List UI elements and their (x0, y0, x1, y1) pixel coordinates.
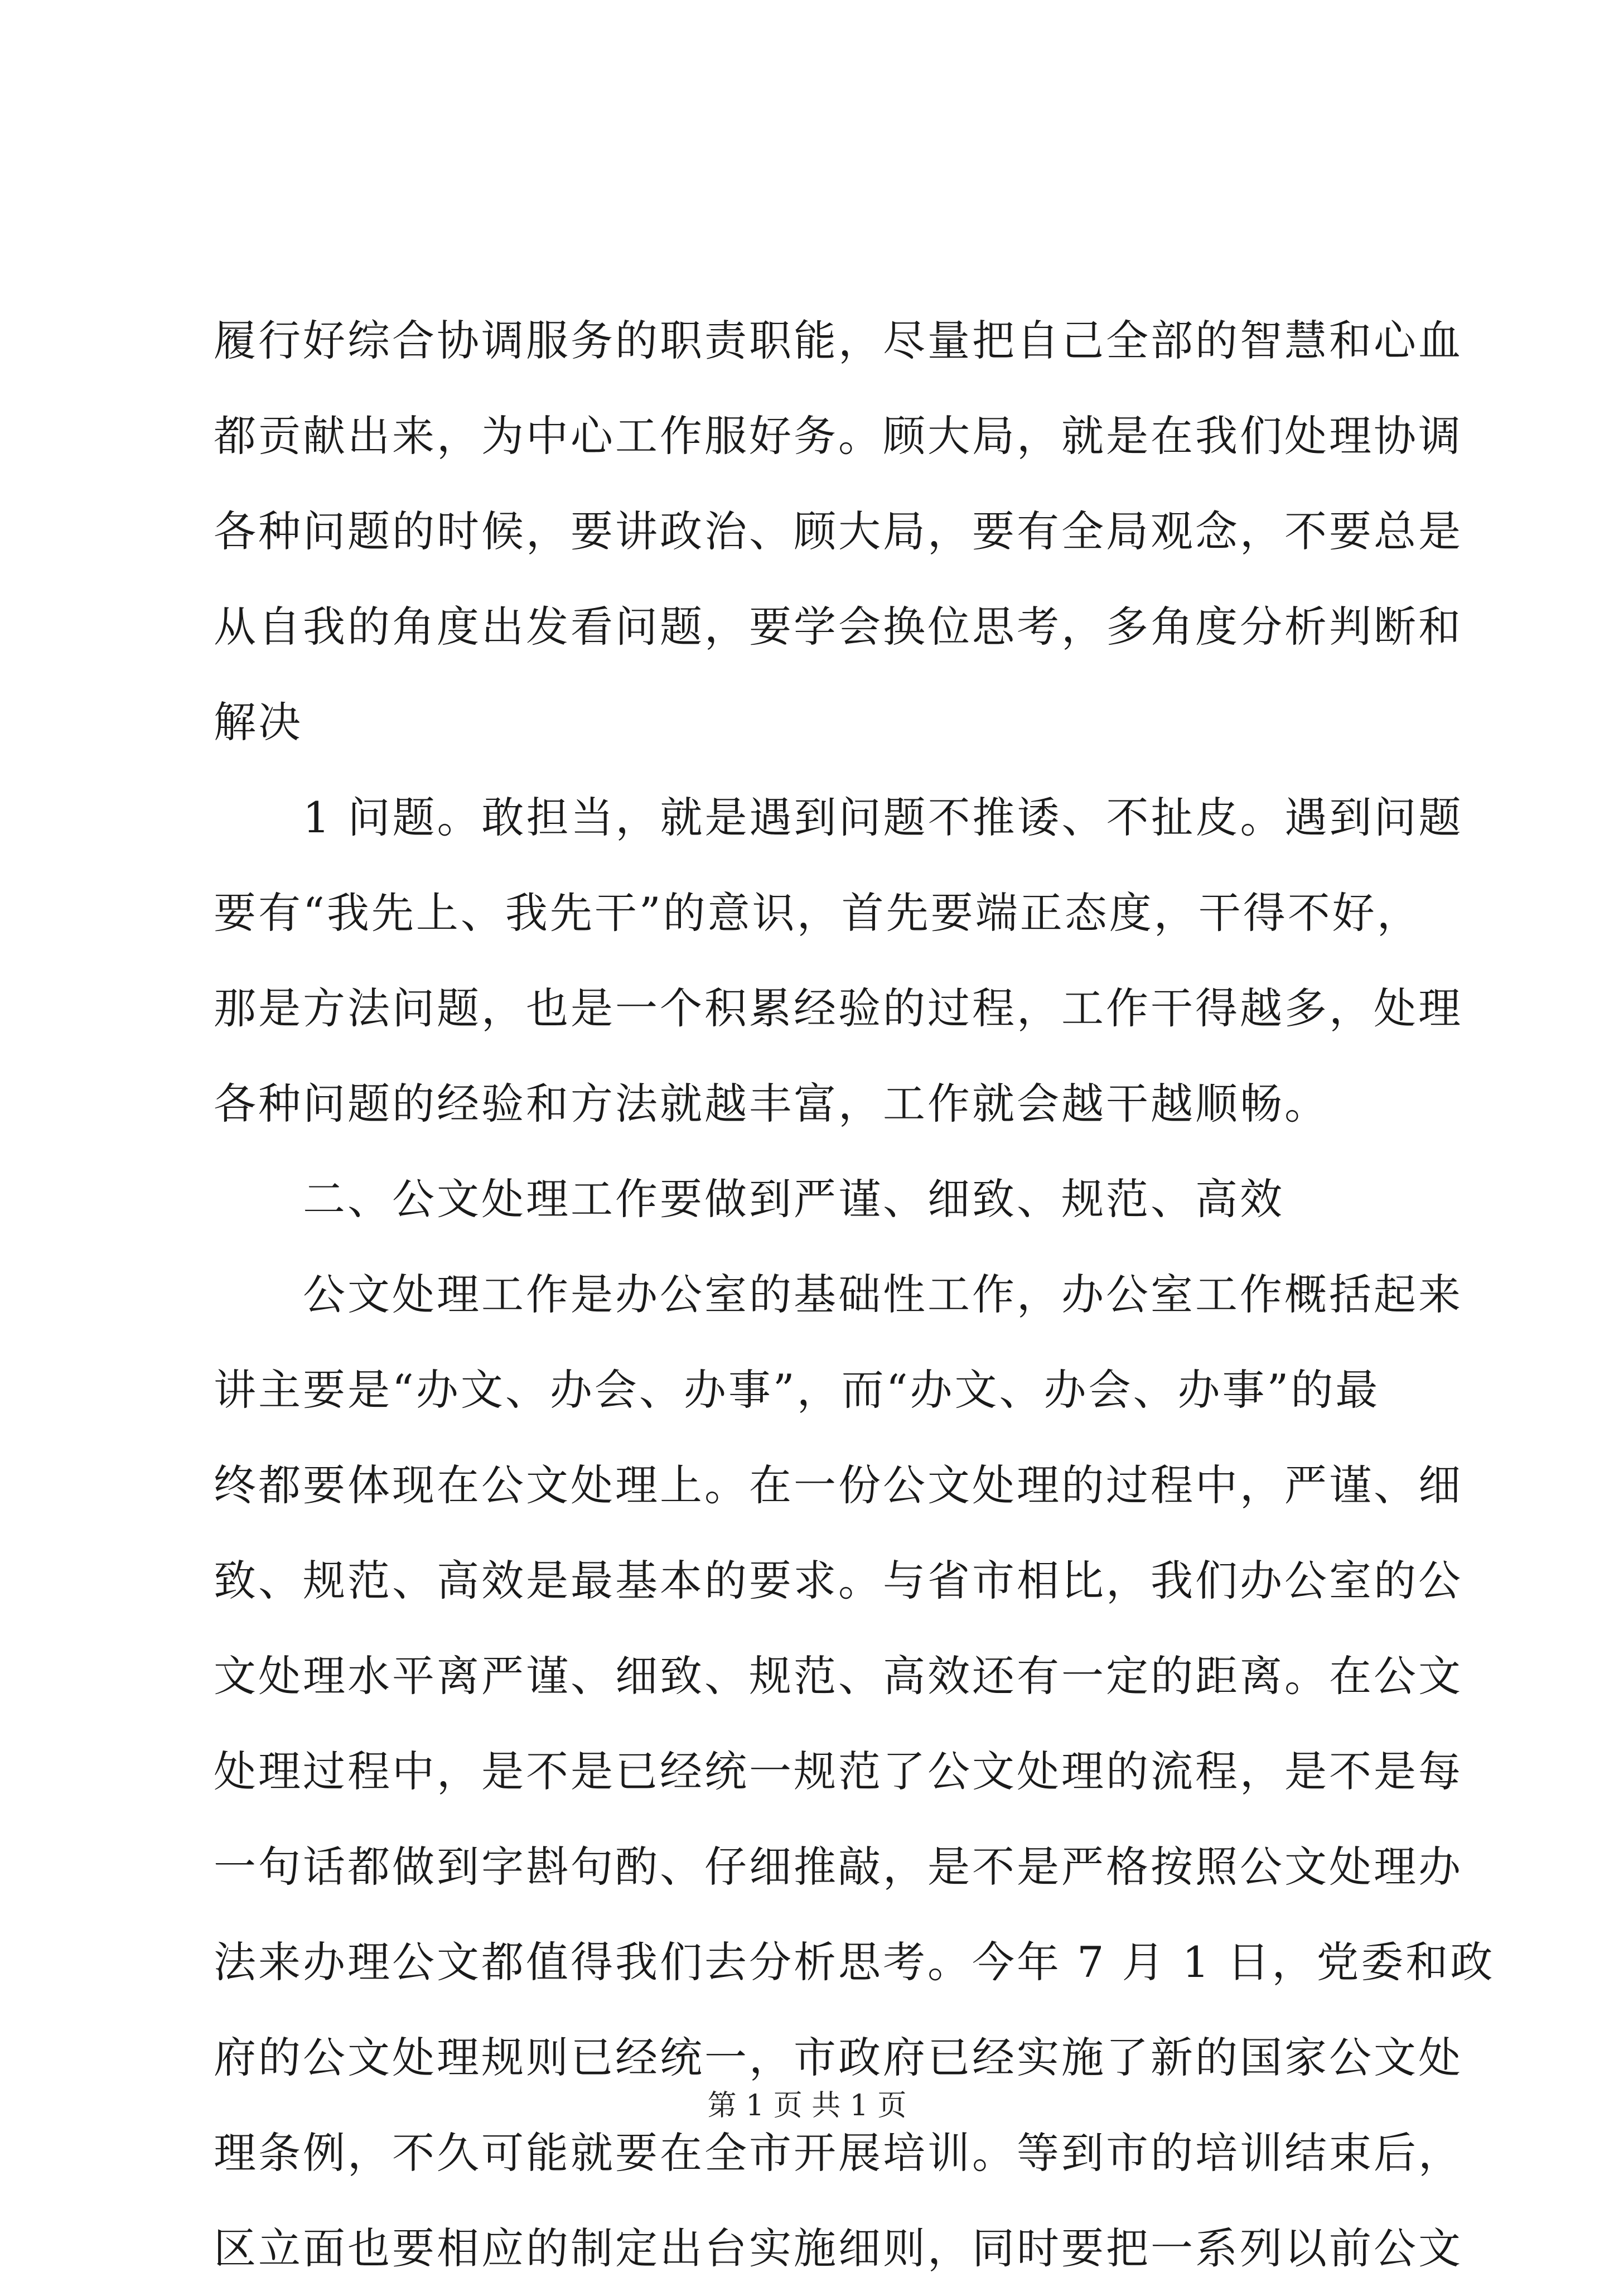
text-line: 各种问题的经验和方法就越丰富，工作就会越干越顺畅。 (214, 1079, 1329, 1128)
text-line: 法来办理公文都值得我们去分析思考。今年 7 月 1 日，党委和政 (214, 1937, 1495, 1987)
text-line: 一句话都做到字斟句酌、仔细推敲，是不是严格按照公文处理办 (214, 1842, 1463, 1892)
text-line: 那是方法问题，也是一个积累经验的过程，工作干得越多，处理 (214, 983, 1463, 1033)
text-line: 终都要体现在公文处理上。在一份公文处理的过程中，严谨、细 (214, 1460, 1463, 1510)
text-line: 解决 (214, 697, 303, 747)
text-line: 履行好综合协调服务的职责职能，尽量把自己全部的智慧和心血 (214, 316, 1463, 365)
text-line: 要有“我先上、我先干”的意识，首先要端正态度，干得不好， (214, 888, 1422, 938)
section-heading: 二、公文处理工作要做到严谨、细致、规范、高效 (214, 1174, 1284, 1224)
text-line: 讲主要是“办文、办会、办事”，而“办文、办会、办事”的最 (214, 1365, 1380, 1415)
document-body (214, 293, 1495, 2296)
text-line: 处理过程中，是不是已经统一规范了公文处理的流程，是不是每 (214, 1747, 1463, 1796)
text-line: 1 问题。敢担当，就是遇到问题不推诿、不扯皮。遇到问题 (214, 793, 1463, 842)
text-line: 都贡献出来，为中心工作服好务。顾大局，就是在我们处理协调 (214, 411, 1463, 461)
page-footer: 第 1 页 共 1 页 (707, 2089, 907, 2123)
text-line: 区立面也要相应的制定出台实施细则，同时要把一系列以前公文 (214, 2223, 1463, 2273)
text-line: 各种问题的时候，要讲政治、顾大局，要有全局观念，不要总是 (214, 507, 1463, 556)
text-line: 致、规范、高效是最基本的要求。与省市相比，我们办公室的公 (214, 1556, 1463, 1605)
text-line: 公文处理工作是办公室的基础性工作，办公室工作概括起来 (214, 1270, 1463, 1319)
text-line: 文处理水平离严谨、细致、规范、高效还有一定的距离。在公文 (214, 1651, 1463, 1701)
text-line: 理条例，不久可能就要在全市开展培训。等到市的培训结束后， (214, 2128, 1463, 2178)
text-line: 府的公文处理规则已经统一，市政府已经实施了新的国家公文处 (214, 2033, 1463, 2082)
text-line: 从自我的角度出发看问题，要学会换位思考，多角度分析判断和 (214, 602, 1463, 652)
